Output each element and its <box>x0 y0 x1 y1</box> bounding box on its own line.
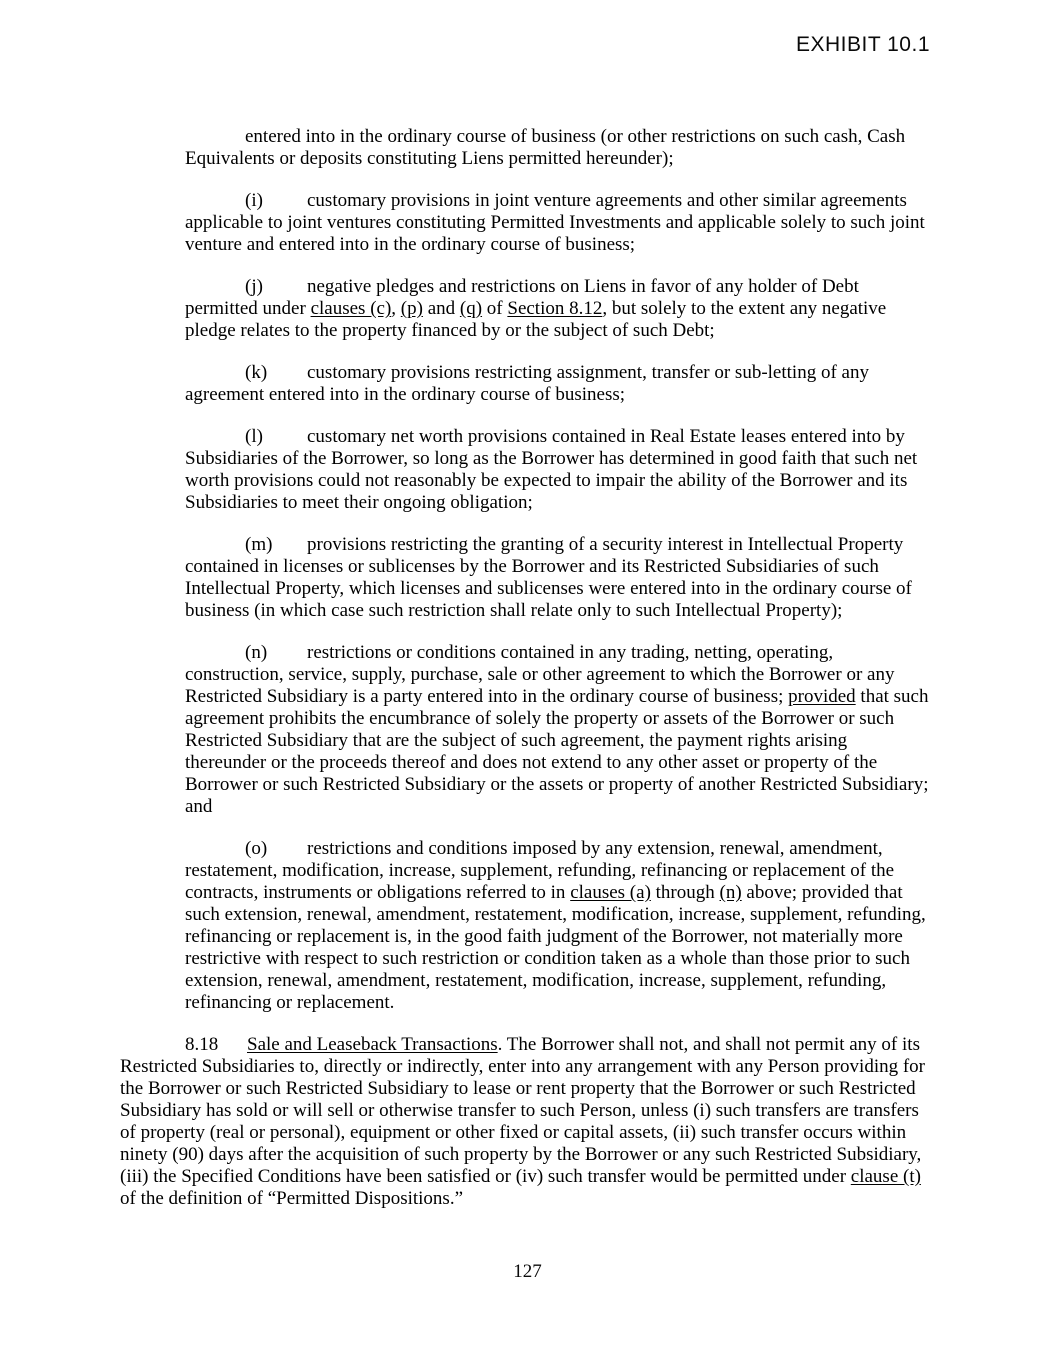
underlined-reference: Section 8.12 <box>507 298 603 319</box>
paragraph-i <box>185 190 930 256</box>
clause-label: 8.18 <box>185 1034 219 1055</box>
clause-label: (o) <box>245 838 268 859</box>
underlined-reference: provided <box>788 686 856 707</box>
paragraph <box>185 126 930 170</box>
paragraph-o <box>185 838 930 1014</box>
clause-label: (k) <box>245 362 268 383</box>
paragraph-j <box>185 276 930 342</box>
text-run: and <box>422 298 460 319</box>
paragraph-l <box>185 426 930 514</box>
underlined-reference: (p) <box>400 298 423 319</box>
clause-label: (n) <box>245 642 268 663</box>
text-run: provisions restricting the granting of a security interest in Intellectual Property contained in licenses or sublicenses by the Borrower and its Restricted Subsidiaries of such Intellectual Property, which licenses and sublicenses were entered into in the ordinary course of business (in which case such restriction shall relate only to such Intellectual Property); <box>185 534 912 621</box>
text-run: that such agreement prohibits the encumbrance of solely the property or assets of the Borrower or such Restricted Subsidiary that are the subject of such agreement, the payment rights arising thereunder or the proceeds thereof and does not extend to any other asset or property of the Borrower or such Restricted Subsidiary or the assets or property of another Restricted Subsidiary; and <box>185 686 929 817</box>
text-run: entered into in the ordinary course of business (or other restrictions on such cash, Cash Equivalents or deposits constituting Liens permitted hereunder); <box>185 126 906 169</box>
underlined-reference: (n) <box>719 882 742 903</box>
clause-label: (m) <box>245 534 273 555</box>
text-run: through <box>650 882 720 903</box>
paragraph-m <box>185 534 930 622</box>
paragraph-n <box>185 642 930 818</box>
text-run: restrictions or conditions contained in any trading, netting, operating, construction, service, supply, purchase, sale or other agreement to which the Borrower or any Restricted Subsidiary is a party entered into in the ordinary course of business; <box>185 642 895 707</box>
paragraph-k <box>185 362 930 406</box>
clause-label: (l) <box>245 426 263 447</box>
underlined-reference: clauses (a) <box>570 882 651 903</box>
document-body <box>120 126 935 1210</box>
underlined-reference: clause (t) <box>850 1166 921 1187</box>
paragraph-8.18 <box>120 1034 932 1210</box>
text-run: customary provisions in joint venture agreements and other similar agreements applicable to joint ventures constituting Permitted Investments and applicable solely to such joint venture and entered into in the ordinary course of business; <box>185 190 925 255</box>
underlined-reference: clauses (c) <box>310 298 392 319</box>
text-run: restrictions and conditions imposed by any extension, renewal, amendment, restatement, modification, increase, supplement, refunding, refinancing or replacement of the contracts, instruments or obligations referred to in <box>185 838 895 903</box>
text-run: , <box>391 298 401 319</box>
text-run: of <box>482 298 508 319</box>
text-run: , but solely to the extent any negative pledge relates to the property financed by or the subject of such Debt; <box>185 298 887 341</box>
exhibit-header: EXHIBIT 10.1 <box>795 33 930 56</box>
underlined-reference: (q) <box>459 298 483 319</box>
clause-label: (j) <box>245 276 263 297</box>
text-run: negative pledges and restrictions on Liens in favor of any holder of Debt permitted under <box>185 276 859 319</box>
text-run: of the definition of “Permitted Dispositions.” <box>120 1188 464 1209</box>
page-number: 127 <box>513 1261 542 1282</box>
underlined-reference: Sale and Leaseback Transactions <box>247 1034 498 1055</box>
clause-label: (i) <box>245 190 263 211</box>
text-run: customary provisions restricting assignment, transfer or sub-letting of any agreement entered into in the ordinary course of business; <box>185 362 869 405</box>
text-run: . The Borrower shall not, and shall not permit any of its Restricted Subsidiaries to, directly or indirectly, enter into any arrangement with any Person providing for the Borrower or such Restricted Subsidiary to lease or rent property that the Borrower or such Restricted Subsidiary has sold or will sell or otherwise transfer to such Person, unless (i) such transfers are transfers of property (real or personal), equipment or other fixed or capital assets, (ii) such transfer occurs within ninety (90) days after the acquisition of such property by the Borrower or any such Restricted Subsidiary, (iii) the Specified Conditions have been satisfied or (iv) such transfer would be permitted under <box>120 1034 926 1187</box>
text-run: above; provided that such extension, renewal, amendment, restatement, modification, increase, supplement, refunding, refinancing or replacement is, in the good faith judgment of the Borrower, not materially more restrictive with respect to such restriction or condition taken as a whole than those prior to such extension, renewal, amendment, restatement, modification, increase, supplement, refunding, refinancing or replacement. <box>185 882 926 1013</box>
text-run: customary net worth provisions contained in Real Estate leases entered into by Subsidiaries of the Borrower, so long as the Borrower has determined in good faith that such net worth provisions could not reasonably be expected to impair the ability of the Borrower and its Subsidiaries to meet their ongoing obligation; <box>185 426 918 513</box>
